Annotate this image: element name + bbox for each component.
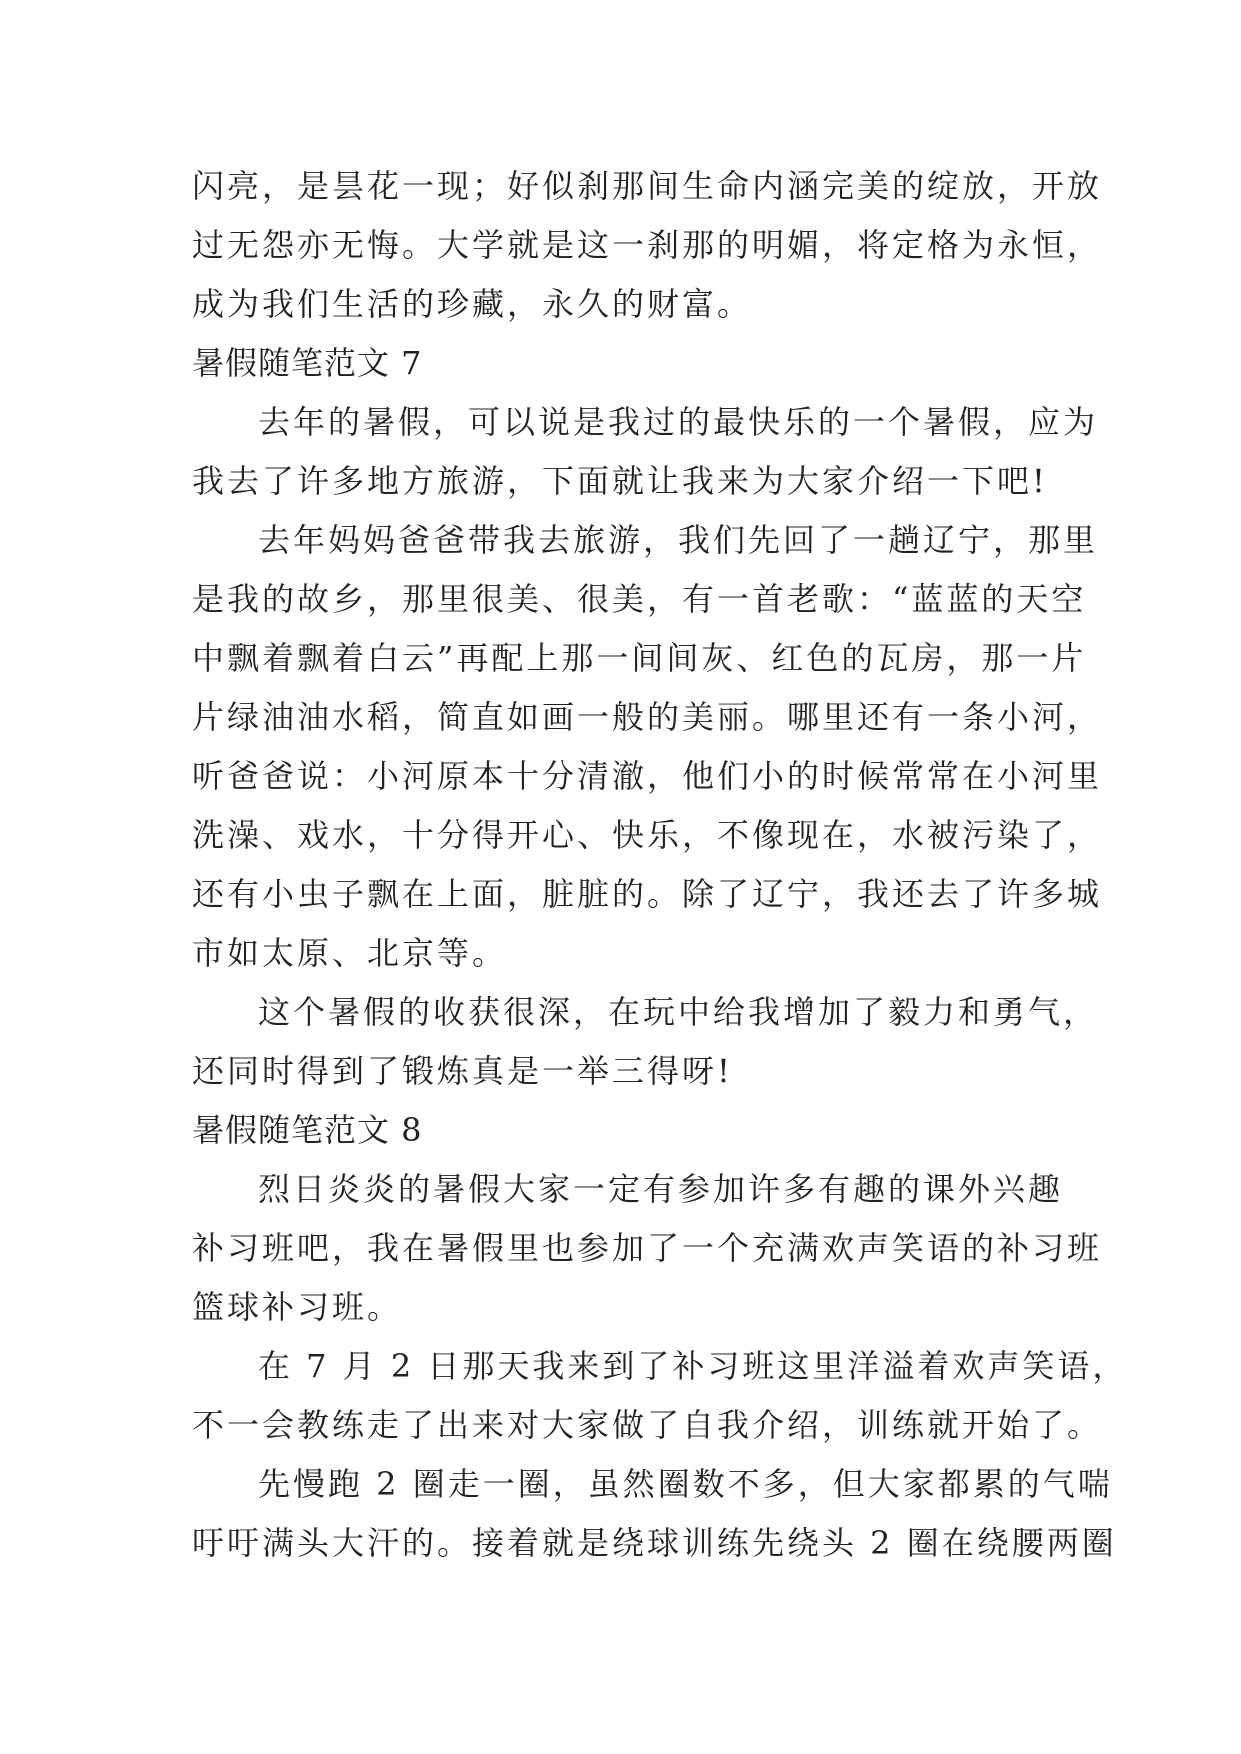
text-line: 补习班吧，我在暑假里也参加了一个充满欢声笑语的补习班 xyxy=(192,1229,1103,1267)
text-line: 中飘着飘着白云”再配上那一间间灰、红色的瓦房，那一片 xyxy=(192,639,1087,677)
text-line: 还同时得到了锻炼真是一举三得呀! xyxy=(192,1052,733,1090)
text-line: 去年妈妈爸爸带我去旅游，我们先回了一趟辽宁，那里 xyxy=(258,521,1099,559)
text-line: 去年的暑假，可以说是我过的最快乐的一个暑假，应为 xyxy=(258,403,1099,441)
text-line: 烈日炎炎的暑假大家一定有参加许多有趣的课外兴趣 xyxy=(258,1170,1064,1208)
text-line: 吁吁满头大汗的。接着就是绕球训练先绕头 2 圈在绕腰两圈 xyxy=(192,1524,1117,1562)
text-line: 市如太原、北京等。 xyxy=(192,934,508,972)
text-line: 听爸爸说：小河原本十分清澈，他们小的时候常常在小河里 xyxy=(192,757,1103,795)
text-line: 这个暑假的收获很深，在玩中给我增加了毅力和勇气， xyxy=(258,993,1099,1031)
text-line: 是我的故乡，那里很美、很美，有一首老歌：“蓝蓝的天空 xyxy=(192,580,1087,618)
section-heading: 暑假随笔范文 8 xyxy=(192,1111,423,1149)
text-line: 还有小虫子飘在上面，脏脏的。除了辽宁，我还去了许多城 xyxy=(192,875,1103,913)
text-line: 成为我们生活的珍藏，永久的财富。 xyxy=(192,285,753,323)
text-line: 在 7 月 2 日那天我来到了补习班这里洋溢着欢声笑语， xyxy=(258,1347,1128,1385)
text-line: 洗澡、戏水，十分得开心、快乐，不像现在，水被污染了， xyxy=(192,816,1103,854)
text-line: 篮球补习班。 xyxy=(192,1288,403,1326)
text-line: 不一会教练走了出来对大家做了自我介绍，训练就开始了。 xyxy=(192,1406,1103,1444)
text-line: 先慢跑 2 圈走一圈，虽然圈数不多，但大家都累的气喘 xyxy=(258,1465,1113,1503)
text-line: 片绿油油水稻，简直如画一般的美丽。哪里还有一条小河， xyxy=(192,698,1103,736)
text-line: 闪亮，是昙花一现；好似刹那间生命内涵完美的绽放，开放 xyxy=(192,167,1103,205)
section-heading: 暑假随笔范文 7 xyxy=(192,344,423,382)
text-line: 我去了许多地方旅游，下面就让我来为大家介绍一下吧! xyxy=(192,462,1048,500)
text-line: 过无怨亦无悔。大学就是这一刹那的明媚，将定格为永恒， xyxy=(192,226,1103,264)
